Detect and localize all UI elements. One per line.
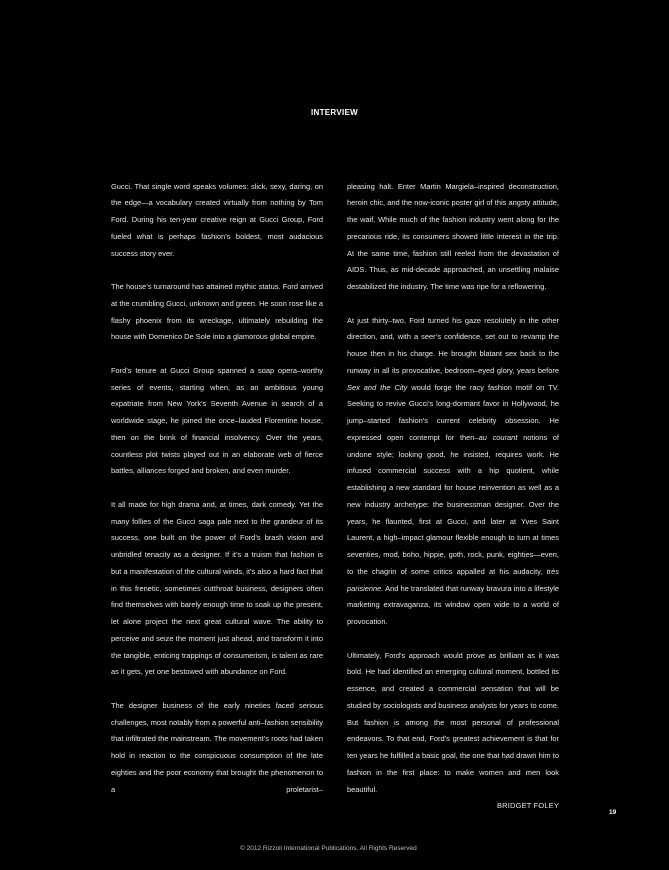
italic-phrase: au courant xyxy=(478,432,518,442)
author-byline: BRIDGET FOLEY xyxy=(497,801,559,811)
text-run: would forge the racy fashion motif on TV. Seeking to revive Gucci’s long-dormant favor in Hollywood, he jump–started fashion’s current celebrity obsession. He expressed open contempt for then– xyxy=(347,382,559,442)
text-run: notions of undone style; looking good, he insisted, requires work. He infused commercial success with a hip quotient, while establishing a new standard for house reinvention as well as a new industry archetype: the businessman designer. Over the years, he flaunted, first at Gucci, and later at Yves Saint Laurent, a high–impact glamour flexible enough to turn at times seventies, mod, boho, hippie, goth, rock, punk, eighties—even, to the chagrin of some critics appalled at his audacity, xyxy=(347,432,559,576)
text-run: At just thirty–two, Ford turned his gaze resolutely in the other direction, and, with a seer’s confidence, set out to revamp the house then in his charge. He brought blatant sex back to the runway in all its provocative, bedroom–eyed glory, years before xyxy=(347,315,559,375)
italic-title: Sex and the City xyxy=(347,382,408,392)
page-number: 19 xyxy=(609,809,617,816)
article-paragraph: It all made for high drama and, at times, dark comedy. Yet the many follies of the Gucci saga pale next to the grandeur of its success, one built on the power of Ford’s brash vision and unbridled tenacity as a designer. If it’s a truism that fashion is but a manifestation of the cultural winds, it’s also a hard fact that in this frenetic, sometimes cutthroat business, designers often find themselves with barely enough time to soak up the present, let alone project the next great cultural wave. The ability to perceive and seize the moment just ahead, and transform it into the tangible, enticing trappings of consumerism, is talent as rare as it gets, yet one bestowed with abundance on Ford. xyxy=(111,499,323,677)
section-title: INTERVIEW xyxy=(310,108,358,117)
article-paragraph: Ford’s tenure at Gucci Group spanned a soap opera–worthy series of events, starting when, as an ambitious young expatriate from New York’s Seventh Avenue in search of a worldwide stage, he joined the once–lauded Florentine house, then on the brink of financial insolvency. Over the years, countless plot twists played out in an elaborate web of fierce battles, alliances forged and broken, and even murder. xyxy=(111,365,323,476)
article-left-column xyxy=(111,179,323,799)
article-paragraph: Gucci. That single word speaks volumes: slick, sexy, daring, on the edge—a vocabulary created virtually from nothing by Tom Ford. During his ten-year creative reign at Gucci Group, Ford fueled what is perhaps fashion’s boldest, most audacious success story ever. xyxy=(111,181,323,258)
italic-phrase: très parisienne. xyxy=(347,566,559,593)
text-run: And he translated that runway bravura into a lifestyle marketing extravaganza, its window open wide to a world of provocation. xyxy=(347,583,559,626)
article-paragraph: The designer business of the early nineties faced serious challenges, most notably from a powerful anti–fashion sensibility that infiltrated the mainstream. The movement’s roots had taken hold in reaction to the conspicuous consumption of the late eighties and the poor economy that brought the phenomenon to a proletarist– xyxy=(111,700,323,794)
article-paragraph: Ultimately, Ford’s approach would prove as brilliant as it was bold. He had identified an emerging cultural moment, bottled its essence, and created a commercial sensation that will be studied by sociologists and business analysts for years to come. But fashion is among the most personal of professional endeavors. To that end, Ford’s greatest achievement is that for ten years he fulfilled a basic goal, the one that had drawn him to fashion in the first place: to make women and men look beautiful. xyxy=(347,650,559,794)
article-paragraph: pleasing halt. Enter Martin Margiela–inspired deconstruction, heroin chic, and the now-iconic poster girl of this angsty attitude, the waif. While much of the fashion industry went along for the precarious ride, its consumers showed little interest in the trip. At the same time, fashion still reeled from the devastation of AIDS. Thus, as mid-decade approached, an unsettling malaise destabilized the industry. The time was ripe for a reflowering. xyxy=(347,181,559,291)
article-paragraph: The house’s turnaround has attained mythic status. Ford arrived at the crumbling Gucci, unknown and green. He soon rose like a flashy phoenix from its wreckage, ultimately rebuilding the house with Domenico De Sole into a glamorous global empire. xyxy=(111,282,323,342)
article-right-column xyxy=(347,179,559,816)
copyright-notice: © 2012 Rizzoli International Publications. All Rights Reserved xyxy=(240,845,417,852)
article-paragraph xyxy=(347,313,559,631)
